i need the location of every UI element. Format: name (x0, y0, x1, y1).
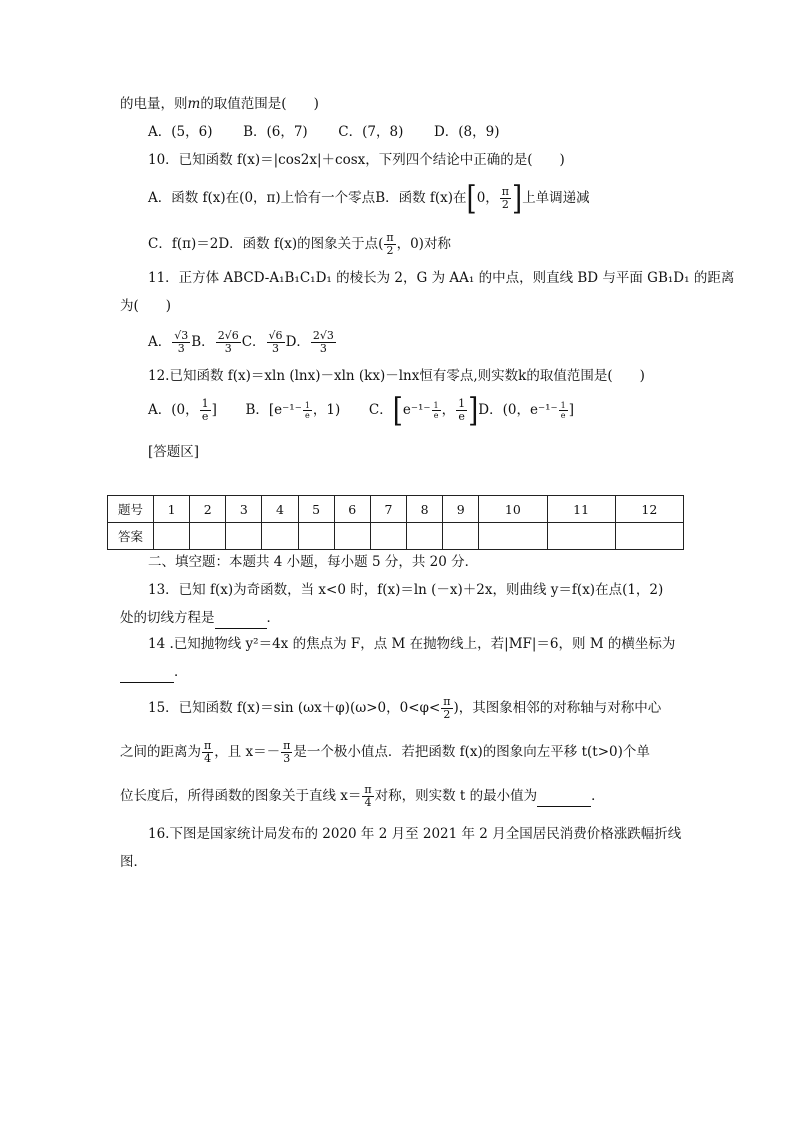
answer-cell[interactable] (443, 523, 479, 550)
answer-table-number: 5 (298, 496, 334, 523)
q12-option-c: C．[e⁻¹⁻ $\frac{1}{e}$ ， $\frac{1}{e}$ ] (368, 391, 479, 430)
answer-table-number: 12 (615, 496, 683, 523)
q11-option-d: D． $\frac{2√3}{3}$ (285, 329, 334, 355)
q11-options (148, 330, 337, 355)
q12-options (148, 391, 574, 430)
q13-answer-blank[interactable] (215, 608, 267, 629)
q9-stem: 的电量，则m的取值范围是( ) (120, 96, 319, 112)
q12-stem: 12.已知函数 f(x)＝xln (lnx)－xln (kx)－lnx恒有零点,则实数k的取值范围是( ) (148, 368, 645, 384)
answer-cell[interactable] (154, 523, 190, 550)
q15-stem-cont-2: 位长度后，所得函数的图象关于直线 x＝ $\frac{\pi}{4}$ 对称，则实数 t 的最小值为 ． (120, 783, 605, 809)
answer-table-number: 7 (370, 496, 406, 523)
section-2-heading: 二、填空题：本题共 4 小题，每小题 5 分，共 20 分． (148, 554, 479, 570)
answer-table-header-answer: 答案 (108, 523, 154, 550)
q12-option-d: D．(0，e⁻¹⁻ $\frac{1}{e}$ ] (478, 401, 574, 420)
q13-stem: 13．已知 f(x)为奇函数，当 x<0 时，f(x)＝ln (－x)＋2x，则曲线 y＝f(x)在点(1，2) (148, 582, 664, 598)
q9-options (148, 122, 500, 142)
answer-table-number: 11 (547, 496, 615, 523)
q9-option-c: C．(7，8) (338, 124, 404, 140)
q12-option-b: B．[e⁻¹⁻ $\frac{1}{e}$ ，1) (245, 401, 341, 420)
answer-table-number: 1 (154, 496, 190, 523)
q9-option-a: A．(5，6) (148, 124, 213, 140)
q11-option-a: A． $\frac{√3}{3}$ (148, 329, 189, 355)
q10-options-ab (148, 179, 590, 218)
q15-stem: 15．已知函数 f(x)＝sin (ωx＋φ)(ω>0，0<φ< $\frac{\pi}{2}$ )，其图象相邻的对称轴与对称中心 (148, 695, 662, 721)
q14-answer-blank[interactable] (120, 662, 174, 683)
answer-table-row-numbers (108, 496, 684, 523)
answer-table-header-number: 题号 (108, 496, 154, 523)
q16-stem-cont: 图． (120, 854, 147, 870)
answer-cell[interactable] (334, 523, 370, 550)
answer-table-number: 10 (479, 496, 547, 523)
answer-cell[interactable] (226, 523, 262, 550)
q10-stem: 10．已知函数 f(x)＝|cos2x|＋cosx，下列四个结论中正确的是( ) (148, 152, 565, 168)
answer-area-title: [答题区] (148, 444, 200, 460)
q10-option-a: A．函数 f(x)在(0，π)上恰有一个零点 (148, 190, 376, 206)
answer-table-number: 9 (443, 496, 479, 523)
q11-option-c: C． $\frac{√6}{3}$ (241, 329, 283, 355)
answer-table-number: 3 (226, 496, 262, 523)
q11-stem: 11．正方体 ABCD-A₁B₁C₁D₁ 的棱长为 2，G 为 AA₁ 的中点，则直线 BD 与平面 GB₁D₁ 的距离 (148, 270, 735, 286)
q14-stem: 14 .已知抛物线 y²＝4x 的焦点为 F，点 M 在抛物线上，若|MF|＝6，则 M 的横坐标为 (148, 636, 676, 652)
answer-cell[interactable] (370, 523, 406, 550)
q12-option-a: A．(0， $\frac{1}{e}$ ] (148, 397, 217, 423)
q14-stem-cont: ． (120, 662, 188, 683)
q10-options-cd (148, 232, 451, 257)
answer-cell[interactable] (615, 523, 683, 550)
answer-table-number: 2 (190, 496, 226, 523)
q10-option-d: D．函数 f(x)的图象关于点( $\frac{\pi}{2}$ ，0)对称 (218, 231, 451, 257)
answer-cell[interactable] (262, 523, 298, 550)
q9-option-d: D．(8，9) (433, 124, 500, 140)
q13-stem-cont: 处的切线方程是 ． (120, 608, 280, 629)
answer-table-row-answers (108, 523, 684, 550)
answer-cell[interactable] (190, 523, 226, 550)
q10-option-b: B．函数 f(x)在[0， $\frac{\pi}{2}$ ]上单调递减 (375, 179, 590, 218)
answer-table-number: 6 (334, 496, 370, 523)
q11-option-b: B． $\frac{2√6}{3}$ (191, 329, 239, 355)
q15-answer-blank[interactable] (537, 786, 591, 807)
q11-stem-cont: 为( ) (120, 298, 172, 314)
answer-cell[interactable] (298, 523, 334, 550)
q15-stem-cont-1: 之间的距离为 $\frac{\pi}{4}$ ，且 x＝－ $\frac{\pi}{3}$ 是一个极小值点．若把函数 f(x)的图象向左平移 t(t>0)个单 (120, 739, 650, 765)
q9-option-b: B．(6，7) (243, 124, 308, 140)
q16-stem: 16.下图是国家统计局发布的 2020 年 2 月至 2021 年 2 月全国居民消费价格涨跌幅折线 (148, 826, 682, 842)
answer-cell[interactable] (547, 523, 615, 550)
answer-cell[interactable] (479, 523, 547, 550)
answer-cell[interactable] (406, 523, 442, 550)
answer-table-number: 8 (406, 496, 442, 523)
q10-option-c: C．f(π)＝2 (148, 236, 219, 252)
answer-table-number: 4 (262, 496, 298, 523)
answer-table (107, 495, 684, 550)
